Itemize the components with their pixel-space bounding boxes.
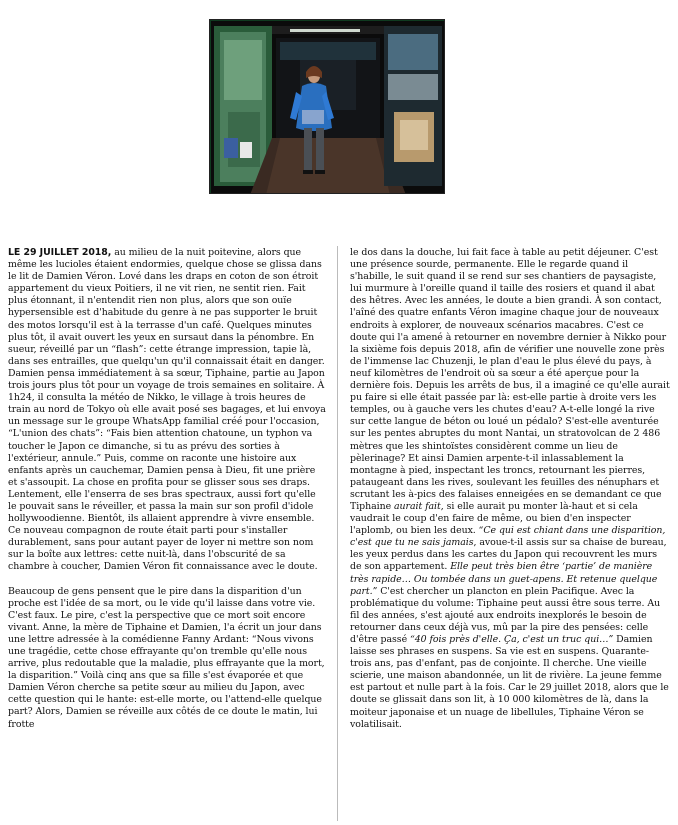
article-column-1 — [8, 247, 326, 743]
paragraph: Beaucoup de gens pensent que le pire dans la disparition d'un proche est l'idée de sa mort, ou le vide qu'il laisse dans votre vie. C'est faux. Le pire, c'est la perspective que ce mort soit encore vivant. Anne, la mère de Tiphaine et Damien, l'a écrit un jour dans une lettre adressée à la comédienne Fanny Ardant: “Nous vivons une tragédie, cette chose effrayante qu'on tremble qu'elle nous arrive, plus redoutable que la maladie, plus effrayante que la mort, la disparition.” Voilà cinq ans que sa fille s'est évaporée et que Damien Véron cherche sa petite sœur au milieu du Japon, avec cette question qui le hante: est-elle morte, ou l'attend-elle quelque part? Alors, Damien se réveille aux côtés de ce doute le matin, lui frotte — [8, 585, 325, 730]
paragraph-text: au milieu de la nuit poitevine, alors que même les lucioles étaient endormies, quelque chose se glissa dans le lit de Damien Véron. Lové dans les draps en coton de son étroit appartement du vieux Poitiers, il ne vit rien, ne sentit rien. Fait plus étonnant, il n'entendit rien non plus, alors que son ouïe hypersensible est d'habitude du genre à ne pas supporter le bruit des motos lorsqu'il est à la terrasse d'un café. Quelques minutes plus tôt, il avait ouvert les yeux en sursaut dans la pénombre. En sueur, réveillé par un “flash”: cette étrange impression, tapie là, dans ses entrailles, que quelqu'un qu'il connaissait était en danger. Damien pensa immédiatement à sa sœur, Tiphaine, partie au Japon trois jours plus tôt pour un voyage de trois semaines en solitaire. À 1h24, il consulta la météo de Nikko, le village à trois heures de train au nord de Tokyo où elle avait posé ses bagages, et lui envoya un message sur le groupe WhatsApp familial créé pour l'occasion, “L'union des chats”: “Fais bien attention chatoune, un typhon va toucher le Japon ce dimanche, si tu as prévu des sorties à l'extérieur, annule.” Puis, comme on raconte une histoire aux enfants après un cauchemar, Damien pensa à Dieu, fit une prière et s'assoupit. La chose en profita pour se glisser sous ses draps. Lentement, elle l'enserra de ses bras spectraux, aussi fort qu'elle le pouvait sans le réveiller, et passa la main sur son profil d'idole hollywoodienne. Bientôt, ils allaient apprendre à vivre ensemble. Ce nouveau compagnon de route était parti pour s'installer durablement, sans pour autant payer de loyer ni mettre son nom sur la boîte aux lettres: cette nuit-là, dans l'obscurité de sa chambre à coucher, Damien Véron fit connaissance avec le doute. — [8, 247, 326, 573]
text-run: Damien laisse ses phrases en suspens. Sa vie est en suspens. Quarante-trois ans, pas d'enfant, pas de conjointe. Il cherche. Une vieille scierie, une maison abandonnée, un lit de rivière. La jeune femme est partout et nulle part à la fois. Car le 29 juillet 2018, alors que le doute se glissait dans son lit, à 10 000 kilomètres de là, dans la moiteur japonaise et un nuage de libellules, Tiphaine Véron se volatilisait. — [350, 634, 669, 730]
article-column-2 — [350, 247, 670, 743]
surveillance-scene — [210, 20, 445, 194]
text-run: le dos dans la douche, lui fait face à table au petit déjeuner. C'est une présence sourde, permanente. Elle le regarde quand il s'habille, le suit quand il se rend sur ses chantiers de paysagiste, lui murmure à l'oreille quand il taille des rosiers et quand il abat des hêtres. Avec les années, le doute a bien grandi. À son contact, l'aîné des quatre enfants Véron imagine chaque jour de nouveaux endroits à explorer, de nouveaux scénarios macabres. C'est ce doute qui l'a amené à retourner en novembre dernier à Nikko pour la sixième fois depuis 2018, afin de vérifier une nouvelle zone près de l'immense lac Chuzenji, le plan d'eau le plus élevé du pays, à neuf kilomètres de l'endroit où sa sœur a été aperçue pour la dernière fois. Depuis les arrêts de bus, il a imaginé ce qu'elle aurait pu faire si elle était passée par là: est-elle partie à droite vers les temples, ou à gauche vers les chutes d'eau? A-t-elle longé la rive sur cette langue de béton ou loué un pédalo? S'est-elle aventurée sur les pentes abruptes du mont Nantai, un stratovolcan de 2 486 mètres que les shintoïstes considèrent comme un lieu de pèlerinage? Et ainsi Damien arpente-t-il inlassablement la montagne à pied, inspectant les troncs, retournant les pierres, pataugeant dans les rives, soulevant les feuilles des nénuphars et scrutant les à-pics des falaises enneigées en se demandant ce que Tiphaine — [350, 247, 670, 512]
lead-date: LE 29 JUILLET 2018, — [8, 247, 112, 258]
italic-run: aurait fait — [394, 500, 441, 512]
quote-italic: “40 fois près d'elle. Ça, c'est un truc qui…” — [410, 634, 614, 645]
text-run: ” C'est chercher un plancton en plein Pacifique. Avec la problématique du volume: Tiphaine peut aussi être sous terre. Au fil des années, s'est ajouté aux endroits inexplorés le besoin de retourner dans ceux déjà vus, mû par la pire des pensées: celle d'être passé — [350, 585, 661, 645]
cctv-photo — [209, 19, 445, 194]
quote-italic: “Ce qui est chiant dans une disparition, c'est que tu ne sais jamais — [350, 525, 666, 549]
text-run: , si elle aurait pu monter là-haut et si cela vaudrait le coup d'en faire de même, ou bien d'en inspecter l'aplomb, ou bien les deux. — [350, 500, 638, 537]
text-run: , avoue-t-il assis sur sa chaise de bureau, les yeux perdus dans les cartes du Japon qui recouvrent les murs de son appartement. — [350, 537, 667, 573]
quote-italic: Elle peut très bien être ‘partie’ de manière très rapide… Ou tombée dans un guet-apens. Et retenue quelque part. — [350, 561, 658, 597]
paragraph — [8, 247, 326, 574]
column-divider — [337, 246, 338, 821]
paragraph — [350, 247, 670, 731]
